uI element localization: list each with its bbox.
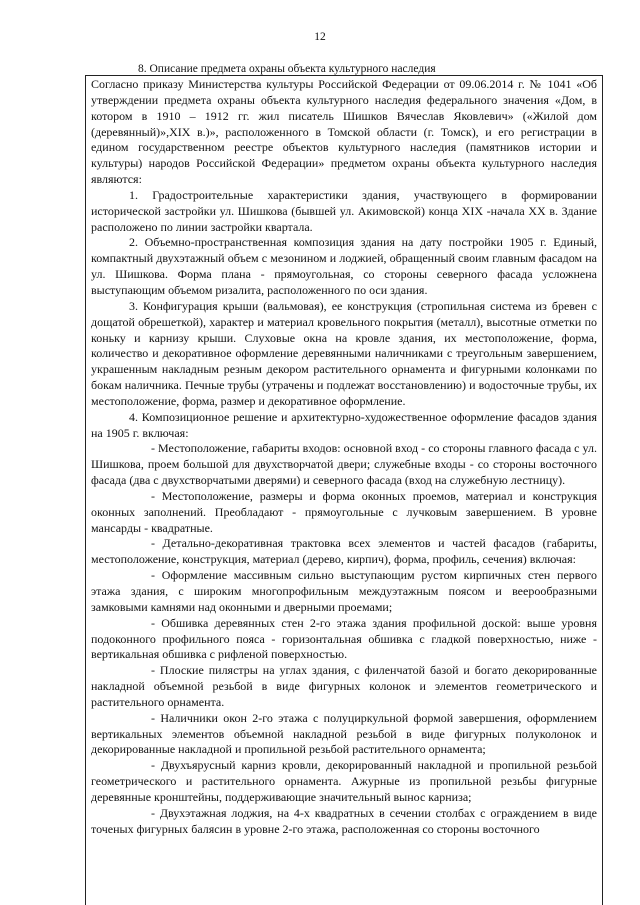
section-heading: 8. Описание предмета охраны объекта культурного наследия (138, 63, 436, 75)
content-frame (85, 75, 603, 905)
list-item-pilasters: - Плоские пилястры на углах здания, с филенчатой базой и богато декорированные накладной объемной резьбой в виде фигурных колонок и элементов геометрического и растительного орнамента. (91, 663, 597, 709)
list-item-wall-cladding: - Обшивка деревянных стен 2-го этажа здания профильной доской: выше уровня подоконного профильного пояса - горизонтальная обшивка с гладкой поверхностью, ниже - вертикальная обшивка с рифленой поверхностью. (91, 615, 597, 662)
list-item-window-frames: - Наличники окон 2-го этажа с полуциркульной формой завершения, оформлением вертикальных элементов объемной накладной резьбой в виде фигурных полуколонок и декорированные накладной и пропильной резьбой растительного орнамента; (91, 710, 597, 757)
paragraph-item-2: 2. Объемно-пространственная композиция здания на дату постройки 1905 г. Единый, компактный двухэтажный объем с мезонином и лоджией, обращенный своим главным фасадом на ул. Шишкова. Форма плана - прямоугольная, со стороны северного фасада усложнена выступающим объемом ризалита, расположенного по оси здания. (91, 235, 597, 297)
list-item-windows: - Местоположение, размеры и форма оконных проемов, материал и конструкция оконных заполнений. Преобладают - прямоугольные с лучковым завершением. В уровне мансарды - квадратные. (91, 488, 597, 535)
list-item-loggia: - Двухэтажная лоджия, на 4-х квадратных в сечении столбах с ограждением в виде точеных фигурных балясин в уровне 2-го этажа, расположенная со стороны восточного (91, 805, 597, 836)
paragraph-item-4: 4. Композиционное решение и архитектурно-художественное оформление фасадов здания на 1905 г. включая: (91, 409, 597, 440)
paragraph-item-1: 1. Градостроительные характеристики здания, участвующего в формировании исторической застройки ул. Шишкова (бывшей ул. Акимовской) конца XIX -начала XX в. Здание расположено по линии застройки квартала. (91, 187, 597, 234)
list-item-rustication: - Оформление массивным сильно выступающим рустом кирпичных стен первого этажа здания, с широким многопрофильным междуэтажным поясом и веерообразными замковыми камнями над оконными и дверными проемами; (91, 568, 597, 614)
intro-paragraph: Согласно приказу Министерства культуры Российской Федерации от 09.06.2014 г. № 1041 «Об утверждении предмета охраны объекта культурного наследия федерального значения «Дом, в котором в 1910 – 1912 гг. жил писатель Шишков Вячеслав Яковлевич» («Жилой дом (деревянный)»,XIX в.)», расположенного в Томской области (г. Томск), и его регистрации в едином государственном реестре объектов культурного наследия (памятников истории и культуры) народов Российской Федерации» предметом охраны объекта культурного наследия являются: (91, 77, 597, 187)
list-item-entrances: - Местоположение, габариты входов: основной вход - со стороны главного фасада с ул. Шишкова, проем большой для двухстворчатой двери; служебные входы - со стороны восточного фасада (два с двухстворчатыми дверями) и северного фасада (вход на служебную лестницу). (91, 441, 597, 488)
list-item-decorative-treatment: - Детально-декоративная трактовка всех элементов и частей фасадов (габариты, местоположение, конструкция, материал (дерево, кирпич), форма, профиль, сечения) включая: (91, 536, 597, 567)
list-item-cornice: - Двухъярусный карниз кровли, декорированный накладной и пропильной резьбой геометрического и растительного орнамента. Ажурные из пропильной резьбы фигурные деревянные кронштейны, поддерживающие значительный вынос карниза; (91, 758, 597, 804)
page-number: 12 (314, 31, 326, 43)
paragraph-item-3: 3. Конфигурация крыши (вальмовая), ее конструкция (стропильная система из бревен с дощатой обрешеткой), характер и материал кровельного покрытия (металл), высотные отметки по коньку и карнизу крыши. Слуховые окна на кровле здания, их местоположение, форма, количество и декоративное оформление деревянными наличниками с треугольным завершением, украшенным накладным резным декором растительного орнамента и фигурными колонками по бокам наличника. Печные трубы (утрачены и подлежат восстановлению) и водосточные трубы, их местоположение, форма, размер и декоративное оформление. (91, 298, 597, 408)
